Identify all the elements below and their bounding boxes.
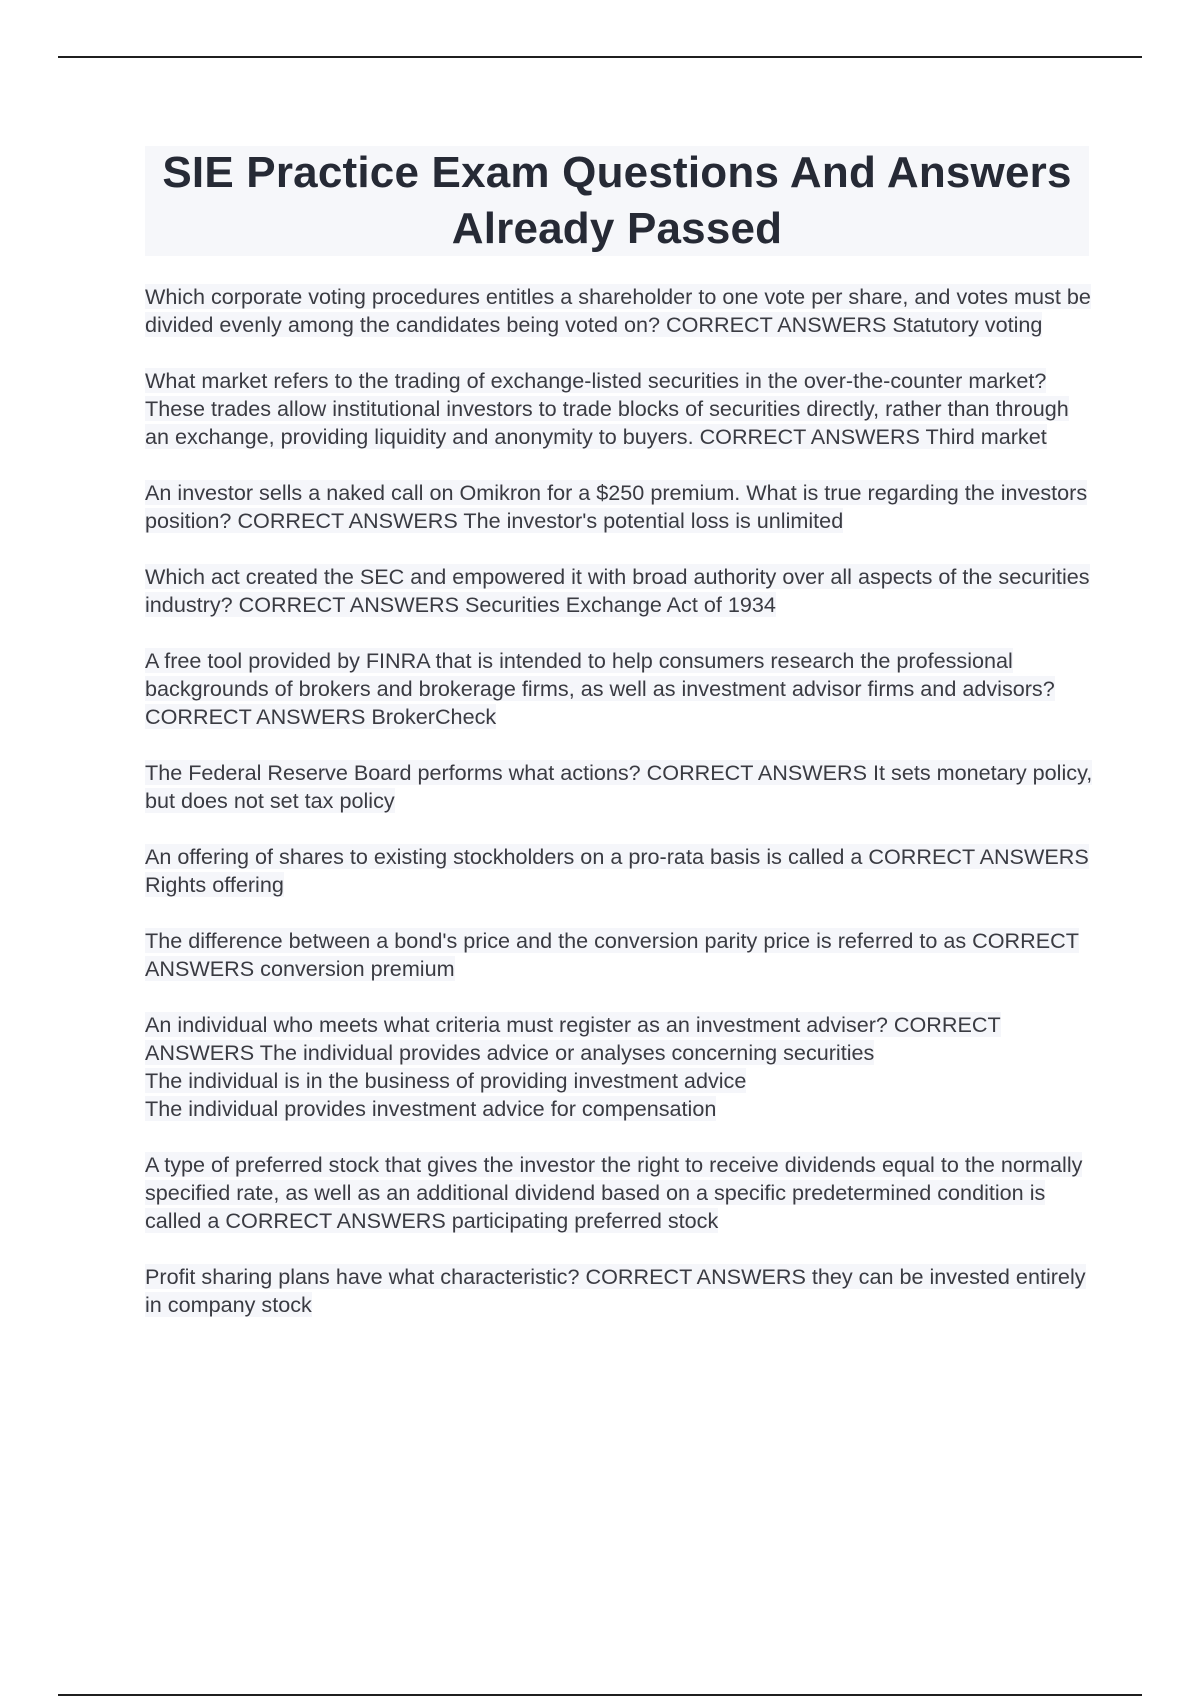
qa-item [145, 927, 1095, 983]
title-block [145, 146, 1089, 256]
qa-text: Which corporate voting procedures entitles a shareholder to one vote per share, and votes must be divided evenly among the candidates being voted on? CORRECT ANSWERS Statutory voting [145, 284, 1091, 337]
qa-text: A free tool provided by FINRA that is intended to help consumers research the professional backgrounds of brokers and brokerage firms, as well as investment advisor firms and advisors? CORRECT ANSWERS BrokerCheck [145, 648, 1055, 729]
qa-item [145, 759, 1095, 815]
document-title: SIE Practice Exam Questions And Answers Already Passed [162, 148, 1072, 253]
qa-text: A type of preferred stock that gives the investor the right to receive dividends equal to the normally specified rate, as well as an additional dividend based on a specific predetermined condition is called a CORRECT ANSWERS participating preferred stock [145, 1152, 1083, 1233]
qa-text: The Federal Reserve Board performs what actions? CORRECT ANSWERS It sets monetary policy, but does not set tax policy [145, 760, 1093, 813]
qa-item [145, 647, 1095, 731]
qa-text: Which act created the SEC and empowered it with broad authority over all aspects of the securities industry? CORRECT ANSWERS Securities Exchange Act of 1934 [145, 564, 1090, 617]
qa-text: Profit sharing plans have what characteristic? CORRECT ANSWERS they can be invested entirely in company stock [145, 1264, 1086, 1317]
top-rule [58, 56, 1142, 58]
qa-item [145, 283, 1095, 339]
qa-text: An individual who meets what criteria must register as an investment adviser? CORRECT ANSWERS The individual provides advice or analyses concerning securities The individual is in the business of providing investment advice The individual provides investment advice for compensation [145, 1012, 1001, 1121]
qa-item [145, 1263, 1095, 1319]
qa-item [145, 367, 1095, 451]
qa-item [145, 843, 1095, 899]
qa-text: An investor sells a naked call on Omikron for a $250 premium. What is true regarding the investors position? CORRECT ANSWERS The investor's potential loss is unlimited [145, 480, 1088, 533]
qa-item [145, 1011, 1095, 1123]
qa-list [145, 283, 1095, 1347]
qa-item [145, 479, 1095, 535]
qa-item [145, 563, 1095, 619]
qa-text: The difference between a bond's price and the conversion parity price is referred to as CORRECT ANSWERS conversion premium [145, 928, 1079, 981]
qa-text: An offering of shares to existing stockholders on a pro-rata basis is called a CORRECT ANSWERS Rights offering [145, 844, 1089, 897]
bottom-rule [58, 1694, 1142, 1696]
qa-item [145, 1151, 1095, 1235]
qa-text: What market refers to the trading of exchange-listed securities in the over-the-counter market? These trades allow institutional investors to trade blocks of securities directly, rather than through an exchange, providing liquidity and anonymity to buyers. CORRECT ANSWERS Third market [145, 368, 1069, 449]
